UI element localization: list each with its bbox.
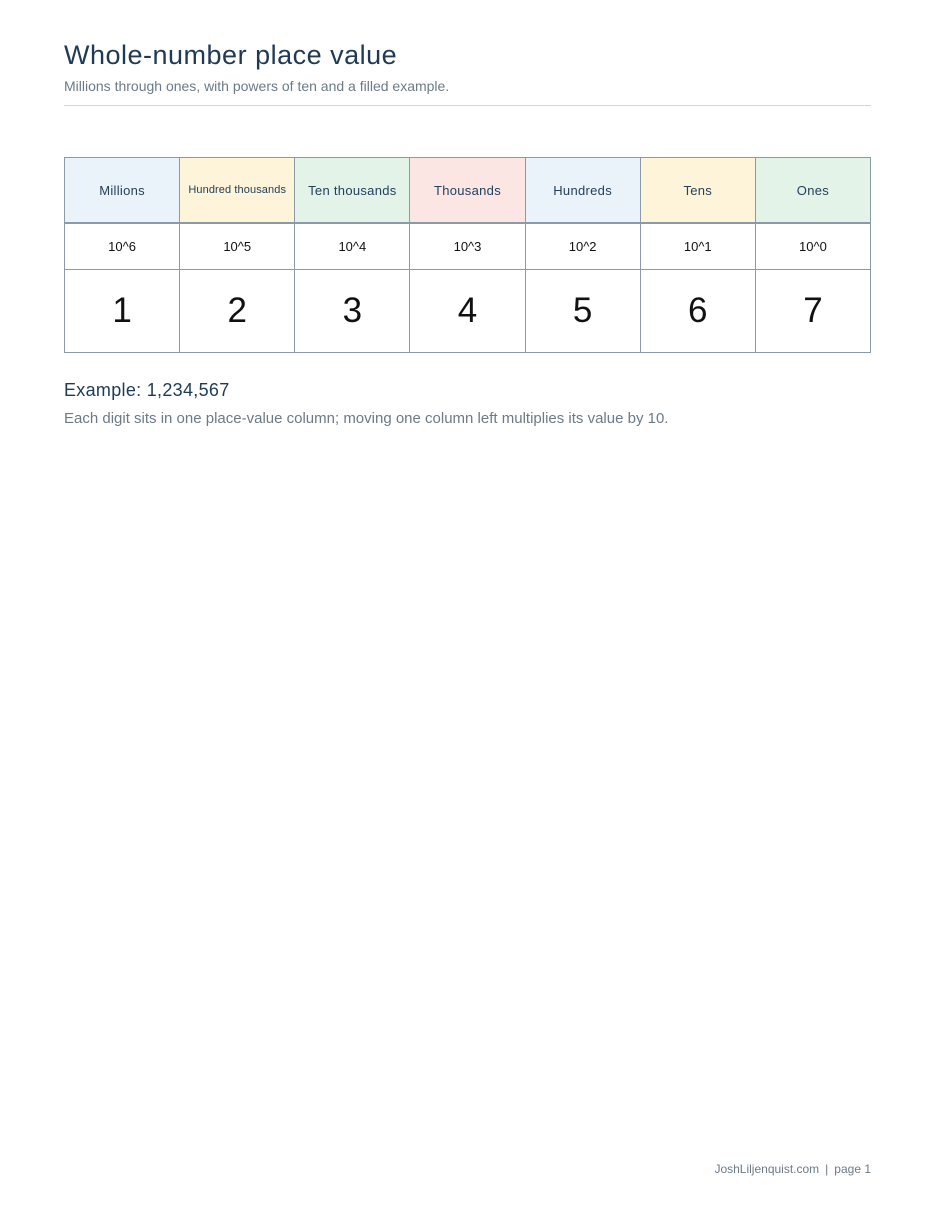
digit-cell: 3 <box>295 270 410 353</box>
page-subtitle: Millions through ones, with powers of ten and a filled example. <box>64 78 450 94</box>
footer-page-number: page 1 <box>834 1162 871 1176</box>
digit-cell: 7 <box>755 270 870 353</box>
power-cell: 10^3 <box>410 223 525 270</box>
power-cell: 10^1 <box>640 223 755 270</box>
digit-cell: 1 <box>65 270 180 353</box>
digit-cell: 4 <box>410 270 525 353</box>
footer-separator: | <box>825 1162 829 1176</box>
place-name-row <box>65 158 871 224</box>
place-value-table <box>64 157 871 353</box>
place-name-cell: Thousands <box>410 158 525 224</box>
place-name-cell: Ones <box>755 158 870 224</box>
place-name-cell: Millions <box>65 158 180 224</box>
place-name-cell: Hundreds <box>525 158 640 224</box>
digit-cell: 2 <box>180 270 295 353</box>
digit-cell: 6 <box>640 270 755 353</box>
header-divider <box>64 105 871 106</box>
power-cell: 10^5 <box>180 223 295 270</box>
power-of-ten-row <box>65 223 871 270</box>
page-footer <box>714 1162 871 1176</box>
place-name-cell: Tens <box>640 158 755 224</box>
place-name-cell: Ten thousands <box>295 158 410 224</box>
example-heading: Example: 1,234,567 <box>64 380 230 400</box>
digit-cell: 5 <box>525 270 640 353</box>
power-cell: 10^6 <box>65 223 180 270</box>
power-cell: 10^2 <box>525 223 640 270</box>
power-cell: 10^0 <box>755 223 870 270</box>
example-note: Each digit sits in one place-value column; moving one column left multiplies its value by 10. <box>64 410 669 427</box>
place-name-cell: Hundred thousands <box>180 158 295 224</box>
power-cell: 10^4 <box>295 223 410 270</box>
example-digit-row <box>65 270 871 353</box>
page-title: Whole-number place value <box>64 40 398 70</box>
footer-site: JoshLiljenquist.com <box>714 1162 820 1176</box>
